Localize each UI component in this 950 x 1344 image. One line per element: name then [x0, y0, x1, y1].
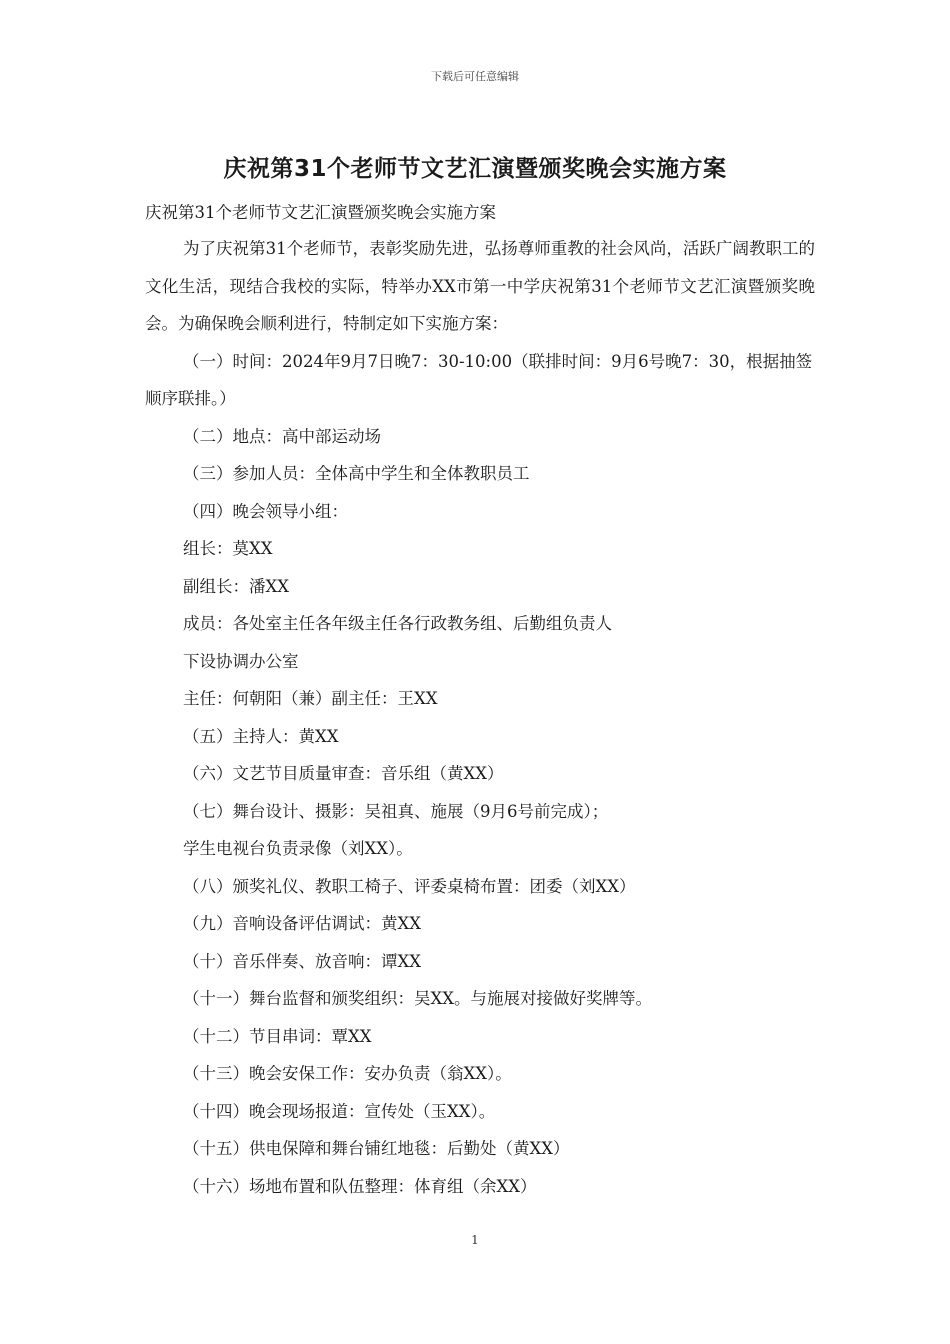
document-subtitle: 庆祝第31个老师节文艺汇演暨颁奖晚会实施方案 — [145, 203, 496, 222]
plan-item-participants: （三）参加人员：全体高中学生和全体教职员工 — [183, 464, 530, 483]
plan-item-leadership: （四）晚会领导小组： — [183, 501, 348, 521]
plan-item-time: （一）时间：2024年9月7日晚7：30-10:00（联排时间：9月6号晚7：30，根据抽签顺序联排。） — [145, 351, 813, 408]
plan-item-location: （二）地点：高中部运动场 — [183, 426, 381, 446]
plan-item-office-director: 主任：何朝阳（兼）副主任：王XX — [183, 689, 438, 708]
plan-item-venue: （十六）场地布置和队伍整理：体育组（余XX） — [183, 1176, 537, 1196]
document-title: 庆祝第31个老师节文艺汇演暨颁奖晚会实施方案 — [223, 156, 727, 182]
plan-item-review: （六）文艺节目质量审查：音乐组（黄XX） — [183, 764, 504, 783]
plan-item-reporting: （十四）晚会现场报道：宣传处（玉XX）。 — [183, 1101, 496, 1121]
plan-item-audio: （九）音响设备评估调试：黄XX — [183, 914, 421, 933]
plan-item-etiquette: （八）颁奖礼仪、教职工椅子、评委桌椅布置：团委（刘XX） — [183, 876, 636, 896]
plan-item-recording: 学生电视台负责录像（刘XX）。 — [183, 839, 413, 858]
plan-item-members: 成员：各处室主任各年级主任各行政教务组、后勤组负责人 — [183, 614, 612, 633]
plan-item-stage-design: （七）舞台设计、摄影：吴祖真、施展（9月6号前完成）； — [183, 801, 609, 821]
plan-item-script: （十二）节目串词：覃XX — [183, 1026, 372, 1046]
plan-item-deputy-leader: 副组长：潘XX — [183, 576, 289, 596]
intro-paragraph: 为了庆祝第31个老师节，表彰奖励先进，弘扬尊师重教的社会风尚，活跃广阔教职工的文化生活，现结合我校的实际，特举办XX市第一中学庆祝第31个老师节文艺汇演暨颁奖晚会。为确保晚会顺利进行，特制定如下实施方案： — [145, 239, 815, 333]
plan-item-power: （十五）供电保障和舞台铺红地毯：后勤处（黄XX） — [183, 1139, 570, 1158]
header-note: 下载后可任意编辑 — [431, 70, 519, 83]
plan-item-leader: 组长：莫XX — [183, 539, 273, 558]
document-body — [145, 200, 815, 1205]
plan-item-music: （十）音乐伴奏、放音响：谭XX — [183, 951, 421, 971]
plan-item-security: （十三）晚会安保工作：安办负责（翁XX）。 — [183, 1064, 512, 1083]
plan-item-stage-supervision: （十一）舞台监督和颁奖组织：吴XX。与施展对接做好奖牌等。 — [183, 989, 652, 1008]
page-number: 1 — [471, 1233, 479, 1247]
plan-item-office: 下设协调办公室 — [183, 651, 299, 671]
plan-item-host: （五）主持人：黄XX — [183, 726, 339, 746]
